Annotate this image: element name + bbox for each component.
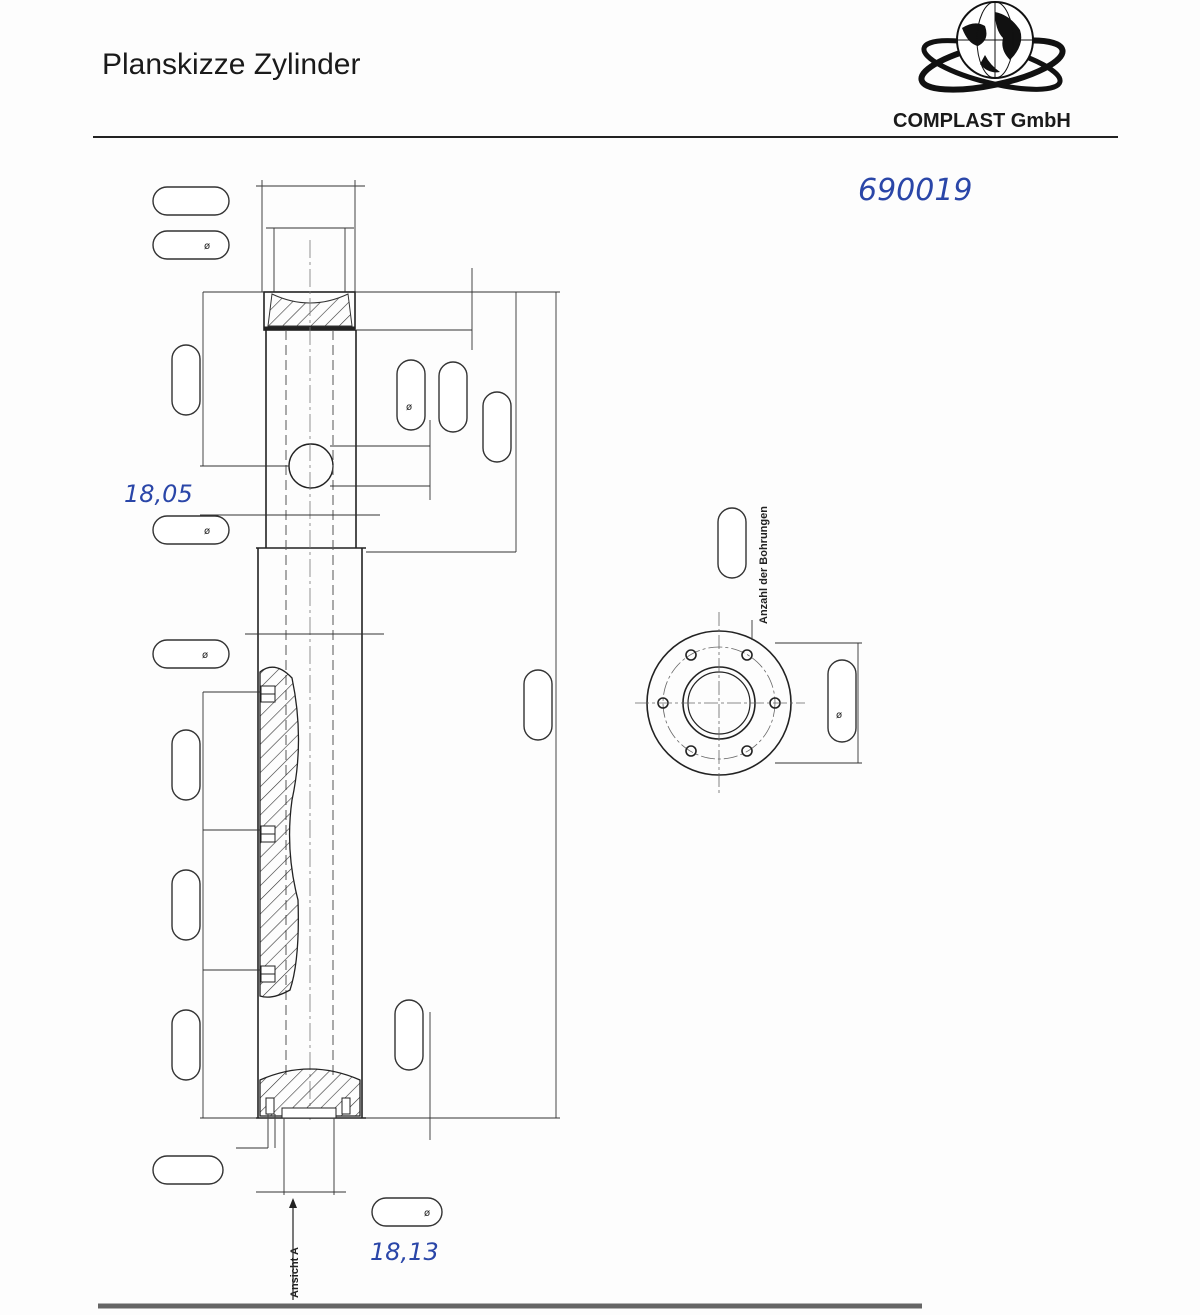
- field-diameter-symbol: ø: [424, 1208, 431, 1219]
- holes-count-label: Anzahl der Bohrungen: [758, 506, 770, 624]
- cylinder-side-view: [236, 180, 366, 1300]
- company-name: COMPLAST GmbH: [893, 110, 1071, 132]
- page-title: Planskizze Zylinder: [102, 48, 361, 81]
- view-a-label: Ansicht A: [289, 1247, 301, 1298]
- company-logo: [917, 2, 1066, 100]
- field-diameter-symbol: ø: [204, 526, 211, 537]
- handwritten-value-left: 18,05: [124, 480, 193, 508]
- field-diameter-symbol: ø: [202, 650, 209, 661]
- handwritten-part-number: 690019: [858, 173, 973, 208]
- field-diameter-symbol: ø: [836, 710, 843, 721]
- field-diameter-symbol: ø: [204, 241, 211, 252]
- field-diameter-symbol: ø: [406, 402, 413, 413]
- handwritten-value-bottom: 18,13: [370, 1238, 439, 1266]
